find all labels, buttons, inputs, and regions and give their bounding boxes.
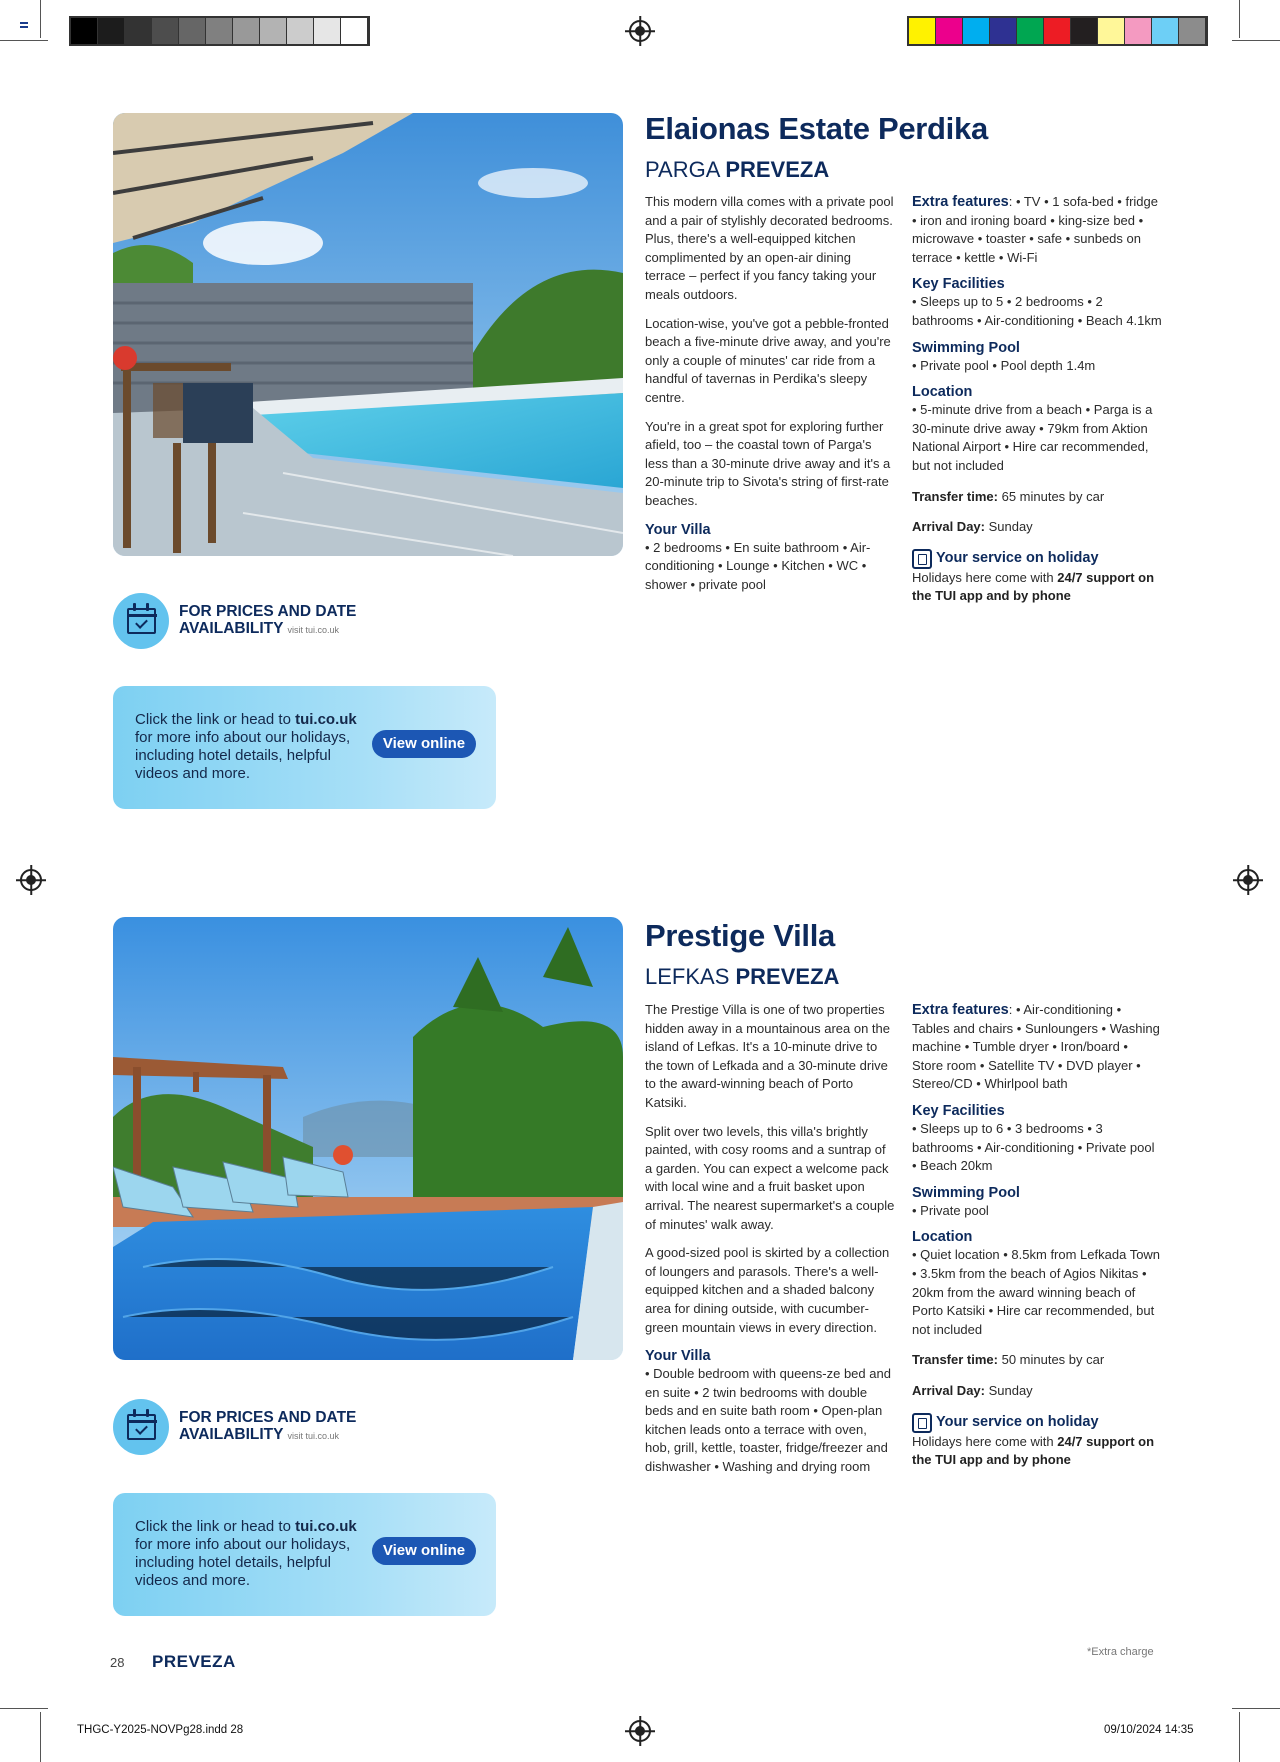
- transfer-time-label: Transfer time:: [912, 488, 998, 504]
- grey-swatch: [287, 18, 314, 44]
- villa-location-line: [645, 964, 839, 990]
- calendar-icon: [113, 593, 169, 649]
- crop-mark: [1232, 40, 1280, 41]
- villa-title: Elaionas Estate Perdika: [645, 111, 988, 146]
- villa-area: PARGA: [645, 157, 720, 182]
- colour-swatch: [1071, 18, 1098, 44]
- prices-line-1: FOR PRICES AND DATE: [179, 603, 357, 620]
- crop-mark: [1239, 0, 1240, 38]
- key-facilities-list: • Sleeps up to 5 • 2 bedrooms • 2 bathrooms • Air-conditioning • Beach 4.1km: [912, 294, 1162, 328]
- extra-features-label: Extra features: [912, 1002, 1009, 1018]
- view-online-text: [135, 711, 370, 783]
- view-online-text: [135, 1518, 370, 1590]
- transfer-time: [912, 1351, 1162, 1370]
- transfer-time: [912, 488, 1162, 507]
- colour-swatch: [963, 18, 990, 44]
- colour-swatch: [909, 18, 936, 44]
- visit-site-note: visit tui.co.uk: [287, 625, 340, 635]
- registration-mark-icon: [1237, 869, 1259, 891]
- prices-availability-text: [179, 603, 356, 639]
- transfer-time-label: Transfer time:: [912, 1352, 998, 1368]
- location-list: • Quiet location • 8.5km from Lefkada Town • 3.5km from the beach of Agios Nikitas • 20km from the award winning beach of Porto Katsiki • Hire car recommended, but not included: [912, 1247, 1161, 1337]
- swimming-pool-list: • Private pool • Pool depth 1.4m: [912, 357, 1096, 373]
- your-villa-heading: Your Villa: [645, 1348, 711, 1365]
- arrival-day: [912, 1382, 1162, 1401]
- location-heading: Location: [912, 1229, 973, 1246]
- your-villa-list: • Double bedroom with queens-ze bed and en suite • 2 twin bedrooms with double beds and en suite bath room • Open-plan kitchen leads onto a terrace with oven, hob, grill, kettle, toaster, fridge/freezer and dishwasher • Washing and drying room: [645, 1366, 891, 1475]
- service-text-bold: 24/7 support on the TUI app and by phone: [912, 569, 1155, 604]
- service-text-intro: Holidays here come with: [912, 569, 1058, 585]
- promo-intro: Click the link or head to: [135, 711, 296, 728]
- service-heading: Your service on holiday: [936, 550, 1099, 567]
- registration-mark-icon: [20, 869, 42, 891]
- grey-swatch: [98, 18, 125, 44]
- description-paragraph: The Prestige Villa is one of two properties hidden away in a mountainous area on the island of Lefkas. It's a 10-minute drive to the town of Lefkada and a 30-minute drive to the award-winning beach of Porto Katsiki.: [645, 1002, 891, 1110]
- grey-swatch: [152, 18, 179, 44]
- villa-location-line: [645, 157, 829, 183]
- villa-facts-column: [912, 193, 1162, 606]
- colour-swatch: [1179, 18, 1206, 44]
- service-heading-row: [912, 1413, 1162, 1433]
- phone-support-icon: [912, 549, 932, 569]
- villa-title: Prestige Villa: [645, 918, 835, 953]
- service-heading-row: [912, 549, 1162, 569]
- grey-colour-bar: [69, 16, 370, 46]
- villa-photo-pool-garden: [113, 917, 623, 1360]
- description-paragraph: Split over two levels, this villa's brightly painted, with cosy rooms and a suntrap of a garden. You can expect a welcome pack with local wine and a fruit basket upon arrival. The nearest supermarket's a couple of minutes' walk away.: [645, 1123, 895, 1232]
- registration-mark-icon: [629, 20, 651, 42]
- crop-mark: [40, 0, 41, 38]
- service-text: [912, 569, 1162, 606]
- tui-link[interactable]: tui.co.uk: [295, 711, 357, 728]
- description-paragraph: You're in a great spot for exploring further afield, too – the coastal town of Parga's less than a 30-minute drive away and it's a 20-minute trip to Sivota's string of first-rate beaches.: [645, 418, 891, 508]
- arrival-day-value: Sunday: [984, 519, 1033, 535]
- arrival-day: [912, 518, 1162, 537]
- prices-availability-callout: [113, 1399, 356, 1455]
- crop-mark: [0, 40, 48, 41]
- villa-photo-pool-terrace: [113, 113, 623, 556]
- phone-support-icon: [912, 1413, 932, 1433]
- view-online-banner: [113, 686, 496, 809]
- prices-availability-callout: [113, 593, 356, 649]
- colour-swatch: [1017, 18, 1044, 44]
- promo-rest: for more info about our holidays, including hotel details, helpful videos and more.: [135, 1536, 351, 1589]
- villa-facts-column: [912, 1001, 1162, 1470]
- villa-region: PREVEZA: [735, 964, 840, 989]
- arrival-day-label: Arrival Day:: [912, 1382, 985, 1398]
- promo-rest: for more info about our holidays, including hotel details, helpful videos and more.: [135, 729, 351, 782]
- view-online-button[interactable]: View online: [372, 730, 476, 758]
- swimming-pool-heading: Swimming Pool: [912, 339, 1020, 356]
- grey-swatch: [260, 18, 287, 44]
- extra-features-list: : • Air-conditioning • Tables and chairs • Sunloungers • Washing machine • Tumble dryer • Iron/board • Store room • Satellite TV • DVD player • Stereo/CD • Whirlpool bath: [912, 1002, 1160, 1092]
- prices-availability-text: [179, 1409, 356, 1445]
- villa-region: PREVEZA: [725, 157, 830, 182]
- visit-site-note: visit tui.co.uk: [287, 1431, 340, 1441]
- print-slug-file: THGC-Y2025-NOVPg28.indd 28: [77, 1724, 244, 1736]
- service-text: [912, 1433, 1162, 1470]
- crop-mark: [40, 1712, 41, 1762]
- villa-description-column: [645, 193, 895, 594]
- extra-features: [912, 1001, 1162, 1094]
- key-facilities-list: • Sleeps up to 6 • 3 bedrooms • 3 bathrooms • Air-conditioning • Private pool • Beach 20km: [912, 1120, 1155, 1174]
- key-facilities-heading: Key Facilities: [912, 1102, 1005, 1119]
- your-villa-list: • 2 bedrooms • En suite bathroom • Air-conditioning • Lounge • Kitchen • WC • shower • private pool: [645, 539, 871, 592]
- availability-label: AVAILABILITY: [179, 620, 284, 637]
- registration-mark-icon: [629, 1720, 651, 1742]
- grey-swatch: [71, 18, 98, 44]
- crop-mark: [1239, 1712, 1240, 1762]
- colour-swatch: [1044, 18, 1071, 44]
- view-online-banner: [113, 1493, 496, 1616]
- colour-swatch: [1125, 18, 1152, 44]
- extra-features-list: : • TV • 1 sofa-bed • fridge • iron and ironing board • king-size bed • microwave • toaster • safe • sunbeds on terrace • kettle • Wi-Fi: [912, 194, 1158, 265]
- location-heading: Location: [912, 384, 973, 401]
- description-paragraph: A good-sized pool is skirted by a collection of loungers and parasols. There's a well-equipped kitchen and a shaded balcony area for dining outside, with cucumber-green mountain views in every direction.: [645, 1245, 890, 1335]
- your-villa-heading: Your Villa: [645, 521, 711, 538]
- arrival-day-value: Sunday: [984, 1382, 1033, 1398]
- promo-intro: Click the link or head to: [135, 1518, 296, 1535]
- swimming-pool-heading: Swimming Pool: [912, 1184, 1020, 1201]
- service-text-bold: 24/7 support on the TUI app and by phone: [912, 1433, 1155, 1468]
- prices-line-1: FOR PRICES AND DATE: [179, 1409, 357, 1426]
- colour-swatch: [1098, 18, 1125, 44]
- transfer-time-value: 65 minutes by car: [997, 488, 1105, 504]
- swimming-pool-list: • Private pool: [912, 1202, 989, 1218]
- grey-swatch: [206, 18, 233, 44]
- colour-swatch: [990, 18, 1017, 44]
- tui-link[interactable]: tui.co.uk: [295, 1518, 357, 1535]
- colour-swatch: [1152, 18, 1179, 44]
- grey-swatch: [314, 18, 341, 44]
- grey-swatch: [179, 18, 206, 44]
- villa-description-column: [645, 1001, 895, 1477]
- grey-swatch: [233, 18, 260, 44]
- page-number: 28: [110, 1655, 125, 1670]
- transfer-time-value: 50 minutes by car: [997, 1352, 1105, 1368]
- crop-mark: [1232, 1708, 1280, 1709]
- arrival-day-label: Arrival Day:: [912, 519, 985, 535]
- colour-swatch: [936, 18, 963, 44]
- calendar-icon: [113, 1399, 169, 1455]
- service-heading: Your service on holiday: [936, 1414, 1099, 1431]
- view-online-button[interactable]: View online: [372, 1537, 476, 1565]
- location-list: • 5-minute drive from a beach • Parga is a 30-minute drive away • 79km from Aktion National Airport • Hire car recommended, but not included: [912, 402, 1153, 473]
- description-paragraph: This modern villa comes with a private pool and a pair of stylishly decorated bedrooms. Plus, there's a well-equipped kitchen complimented by an open-air dining terrace – perfect if you fancy taking your meals outdoors.: [645, 194, 894, 302]
- print-slug-date: 09/10/2024 14:35: [1104, 1724, 1194, 1736]
- description-paragraph: Location-wise, you've got a pebble-fronted beach a five-minute drive away, and you're only a couple of minutes' car ride from a handful of tavernas in Perdika's sleepy centre.: [645, 315, 891, 405]
- extra-features: [912, 193, 1162, 267]
- extra-features-label: Extra features: [912, 194, 1009, 210]
- printer-flag-icon: [20, 22, 28, 28]
- grey-swatch: [125, 18, 152, 44]
- key-facilities-heading: Key Facilities: [912, 276, 1005, 293]
- process-colour-bar: [907, 16, 1208, 46]
- crop-mark: [0, 1708, 48, 1709]
- extra-charge-note: *Extra charge: [1087, 1646, 1154, 1658]
- service-text-intro: Holidays here come with: [912, 1433, 1058, 1449]
- prices-line-2: [179, 1426, 356, 1445]
- grey-swatch: [341, 18, 368, 44]
- villa-area: LEFKAS: [645, 964, 730, 989]
- availability-label: AVAILABILITY: [179, 1426, 284, 1443]
- prices-line-2: [179, 620, 356, 639]
- footer-region-title: PREVEZA: [152, 1652, 236, 1671]
